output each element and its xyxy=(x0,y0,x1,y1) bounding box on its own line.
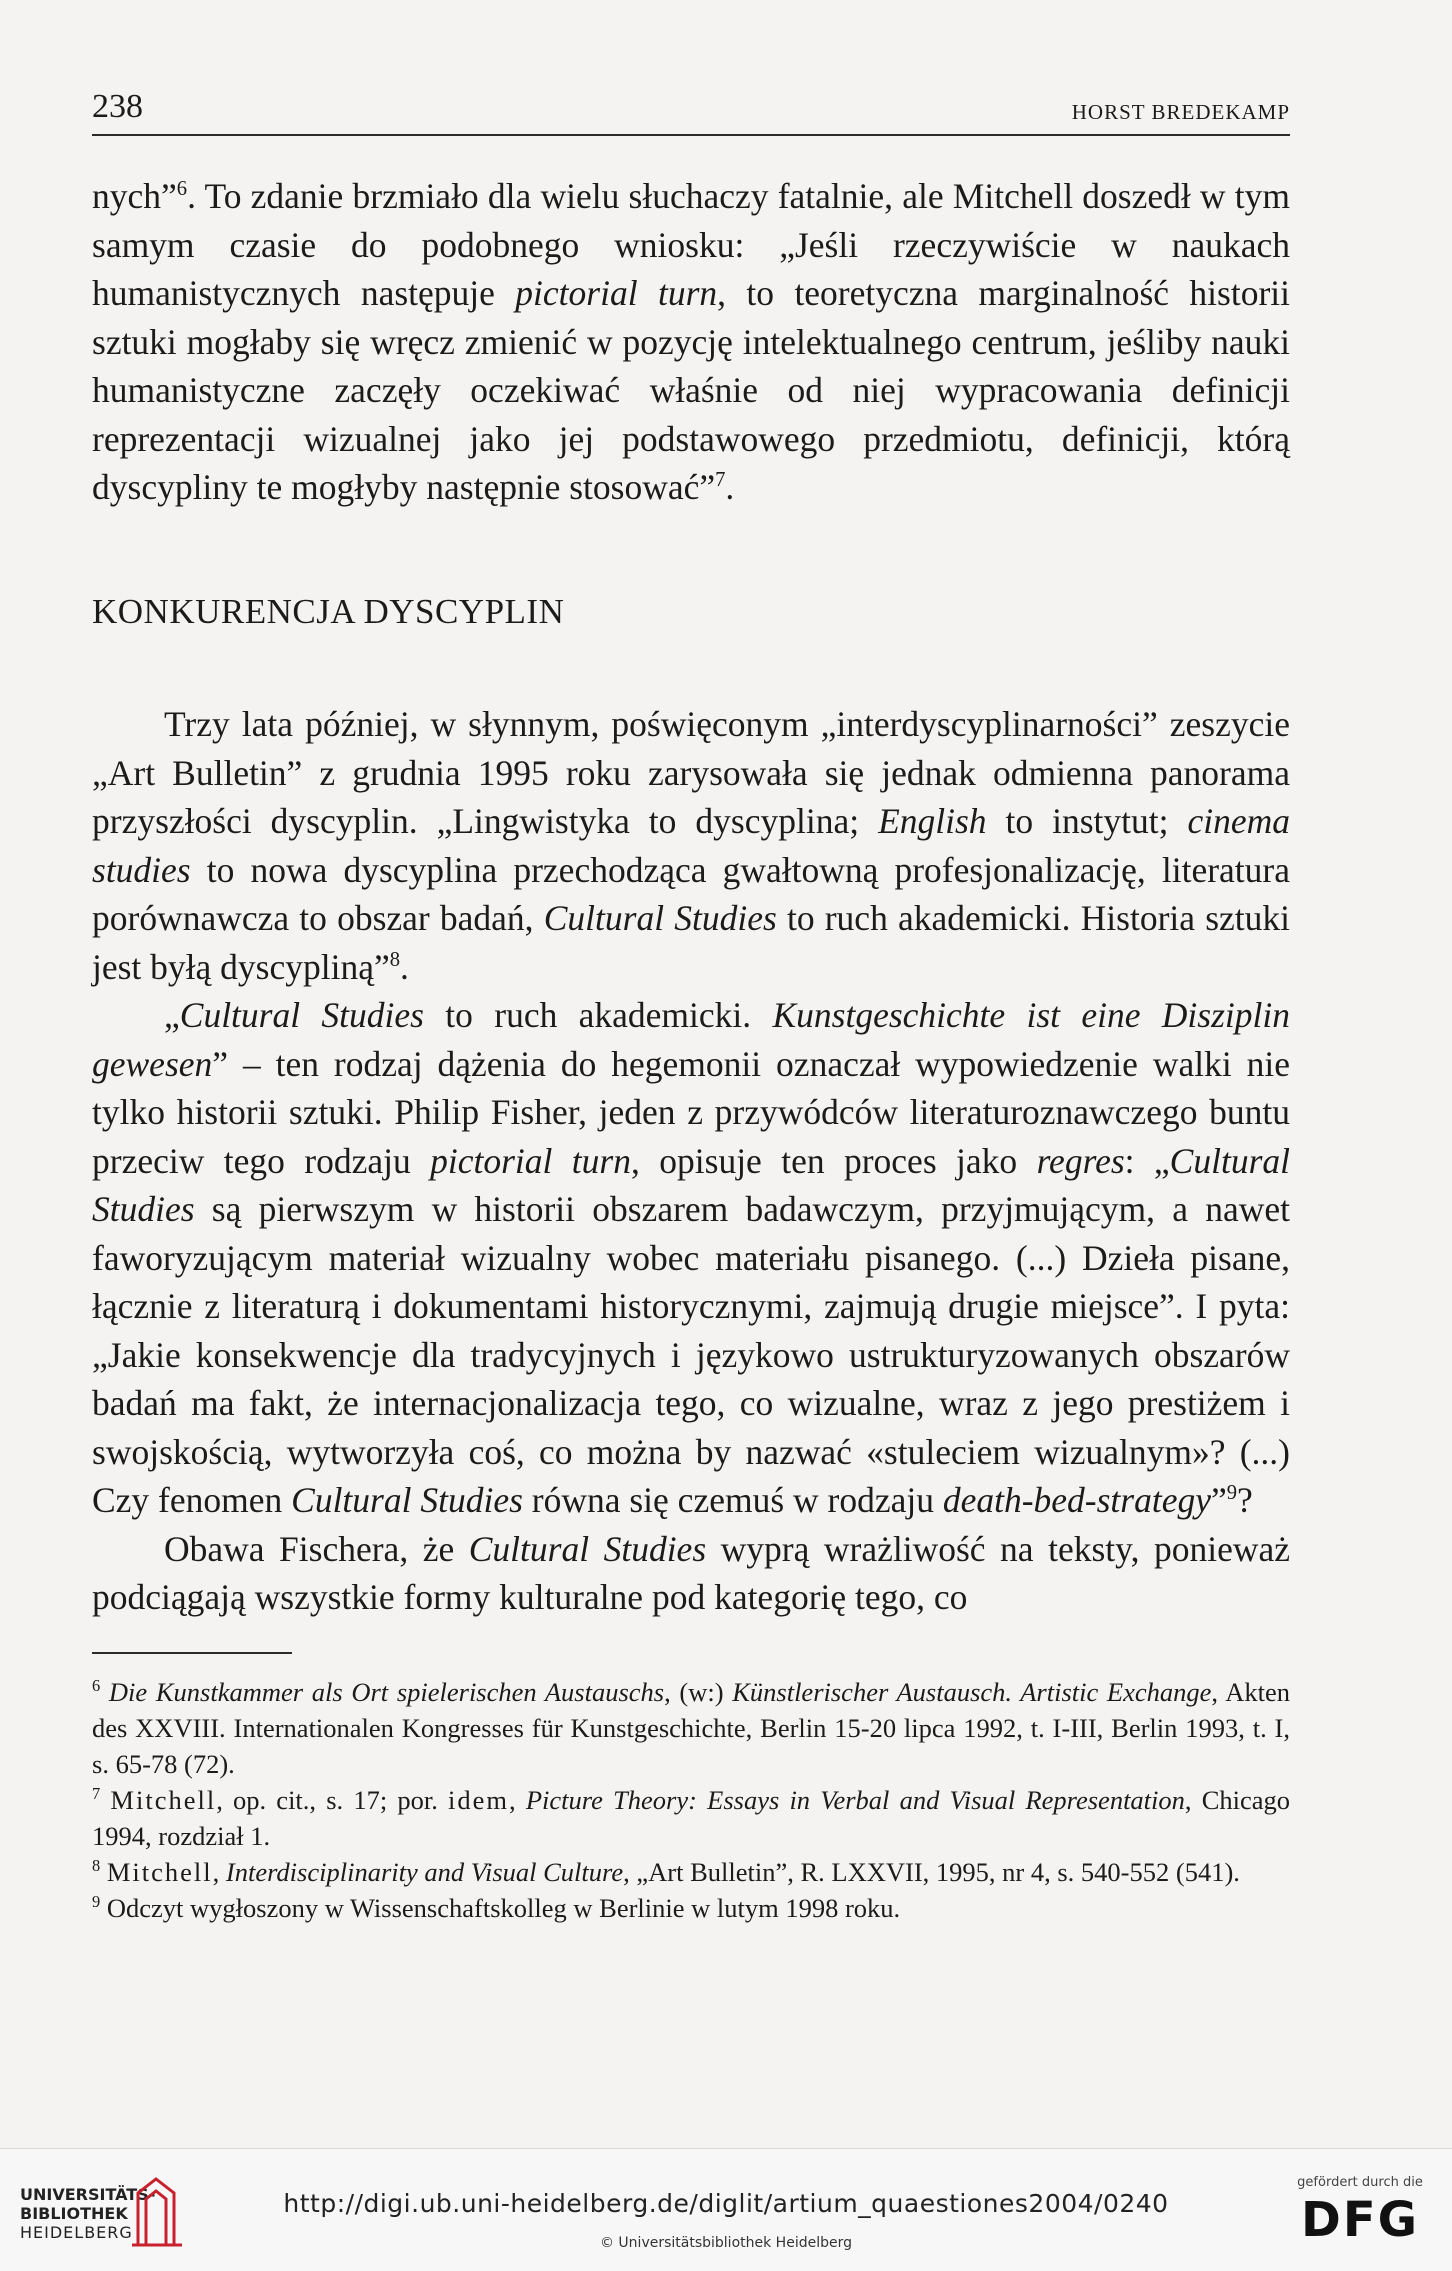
permalink-url[interactable]: http://digi.ub.uni-heidelberg.de/diglit/artium_quaestiones2004/0240 xyxy=(283,2189,1169,2218)
paragraph: Obawa Fischera, że Cultural Studies wyprą wrażliwość na teksty, ponieważ podciągają wszystkie formy kulturalne pod kategorię tego, co xyxy=(92,1528,1290,1617)
funder-badge[interactable] xyxy=(1290,2175,1430,2248)
page-number: 238 xyxy=(92,88,143,125)
paragraph: Trzy lata później, w słynnym, poświęconym „interdyscyplinarności” zeszycie „Art Bulletin” z grudnia 1995 roku zarysowała się jednak odmienna panorama przyszłości dyscyplin. „Lingwistyka to dyscyplina; English to instytut; cinema studies to nowa dyscyplina przechodząca gwałtowną profesjonalizację, literatura porównawcza to obszar badań, Cultural Studies to ruch akademicki. Historia sztuki jest byłą dyscypliną”$^8$. xyxy=(92,704,1291,987)
paragraphs xyxy=(92,172,1290,1622)
library-name-line1: UNIVERSITÄTS- xyxy=(20,2185,156,2204)
running-head: HORST BREDEKAMP xyxy=(1071,100,1290,124)
paragraph: nych”$^6$. To zdanie brzmiało dla wielu słuchaczy fatalnie, ale Mitchell doszedł w tym samym czasie do podobnego wniosku: „Jeśli rzeczywiście w naukach humanistycznych następuje pictorial turn, to teoretyczna marginalność historii sztuki mogłaby się wręcz zmienić w pozycję intelektualnego centrum, jeśliby nauki humanistyczne zaczęły oczekiwać właśnie od niej wypracowania definicji reprezentacji wizualnej jako jej podstawowego przedmiotu, definicji, którą dyscypliny te mogłyby następnie stosować”$^7$. xyxy=(92,176,1291,507)
footnotes xyxy=(92,1674,1290,1926)
library-name-line2: BIBLIOTHEK xyxy=(20,2204,128,2223)
footnote: $^7$ Mitchell, op. cit., s. 17; por. idem, Picture Theory: Essays in Verbal and Visual Representation, Chicago 1994, rozdział 1. xyxy=(92,1783,1291,1851)
library-name-line3: HEIDELBERG xyxy=(20,2223,133,2242)
footnote: $^9$ Odczyt wygłoszony w Wissenschaftskolleg w Berlinie w lutym 1998 roku. xyxy=(92,1891,901,1923)
copyright-notice: © Universitätsbibliothek Heidelberg xyxy=(599,2235,852,2251)
paragraph: „Cultural Studies to ruch akademicki. Kunstgeschichte ist eine Disziplin gewesen” – ten rodzaj dążenia do hegemonii oznaczał wypowiedzenie walki nie tylko historii sztuki. Philip Fisher, jeden z przywódców literaturoznawczego buntu przeciw tego rodzaju pictorial turn, opisuje ten proces jako regres: „Cultural Studies są pierwszym w historii obszarem badawczym, przyjmującym, a nawet faworyzującym materiał wizualny wobec materiału pisanego. (...) Dzieła pisane, łącznie z literaturą i dokumentami historycznymi, zajmują drugie miejsce”. I pyta: „Jakie konsekwencje dla tradycyjnych i językowo ustrukturyzowanych obszarów badań ma fakt, że internacjonalizacja tego, co wizualne, wraz z jego prestiżem i swojskością, wytworzyła coś, co można by nazwać «stuleciem wizualnym»? (...) Czy fenomen Cultural Studies równa się czemuś w rodzaju death-bed-strategy”$^9$? xyxy=(92,995,1291,1520)
page-header xyxy=(92,88,1290,136)
section-heading: KONKURENCJA DYSCYPLIN xyxy=(92,591,565,631)
footnote: $^8$ Mitchell, Interdisciplinarity and Visual Culture, „Art Bulletin”, R. LXXVII, 1995, nr 4, s. 540-552 (541). xyxy=(92,1855,1240,1887)
footnote: $^6$ Die Kunstkammer als Ort spielerischen Austauschs, (w:) Künstlerischer Austausch. Artistic Exchange, Akten des XXVIII. Internationalen Kongresses für Kunstgeschichte, Berlin 15-20 lipca 1992, t. I-III, Berlin 1993, t. I, s. 65-78 (72). xyxy=(92,1675,1291,1779)
footnote-rule xyxy=(92,1652,292,1654)
dfg-logo: DFG xyxy=(1300,2192,1420,2248)
funding-note: gefördert durch die xyxy=(1297,2175,1423,2190)
main-text xyxy=(92,172,1290,1926)
digitization-footer xyxy=(0,2148,1452,2271)
